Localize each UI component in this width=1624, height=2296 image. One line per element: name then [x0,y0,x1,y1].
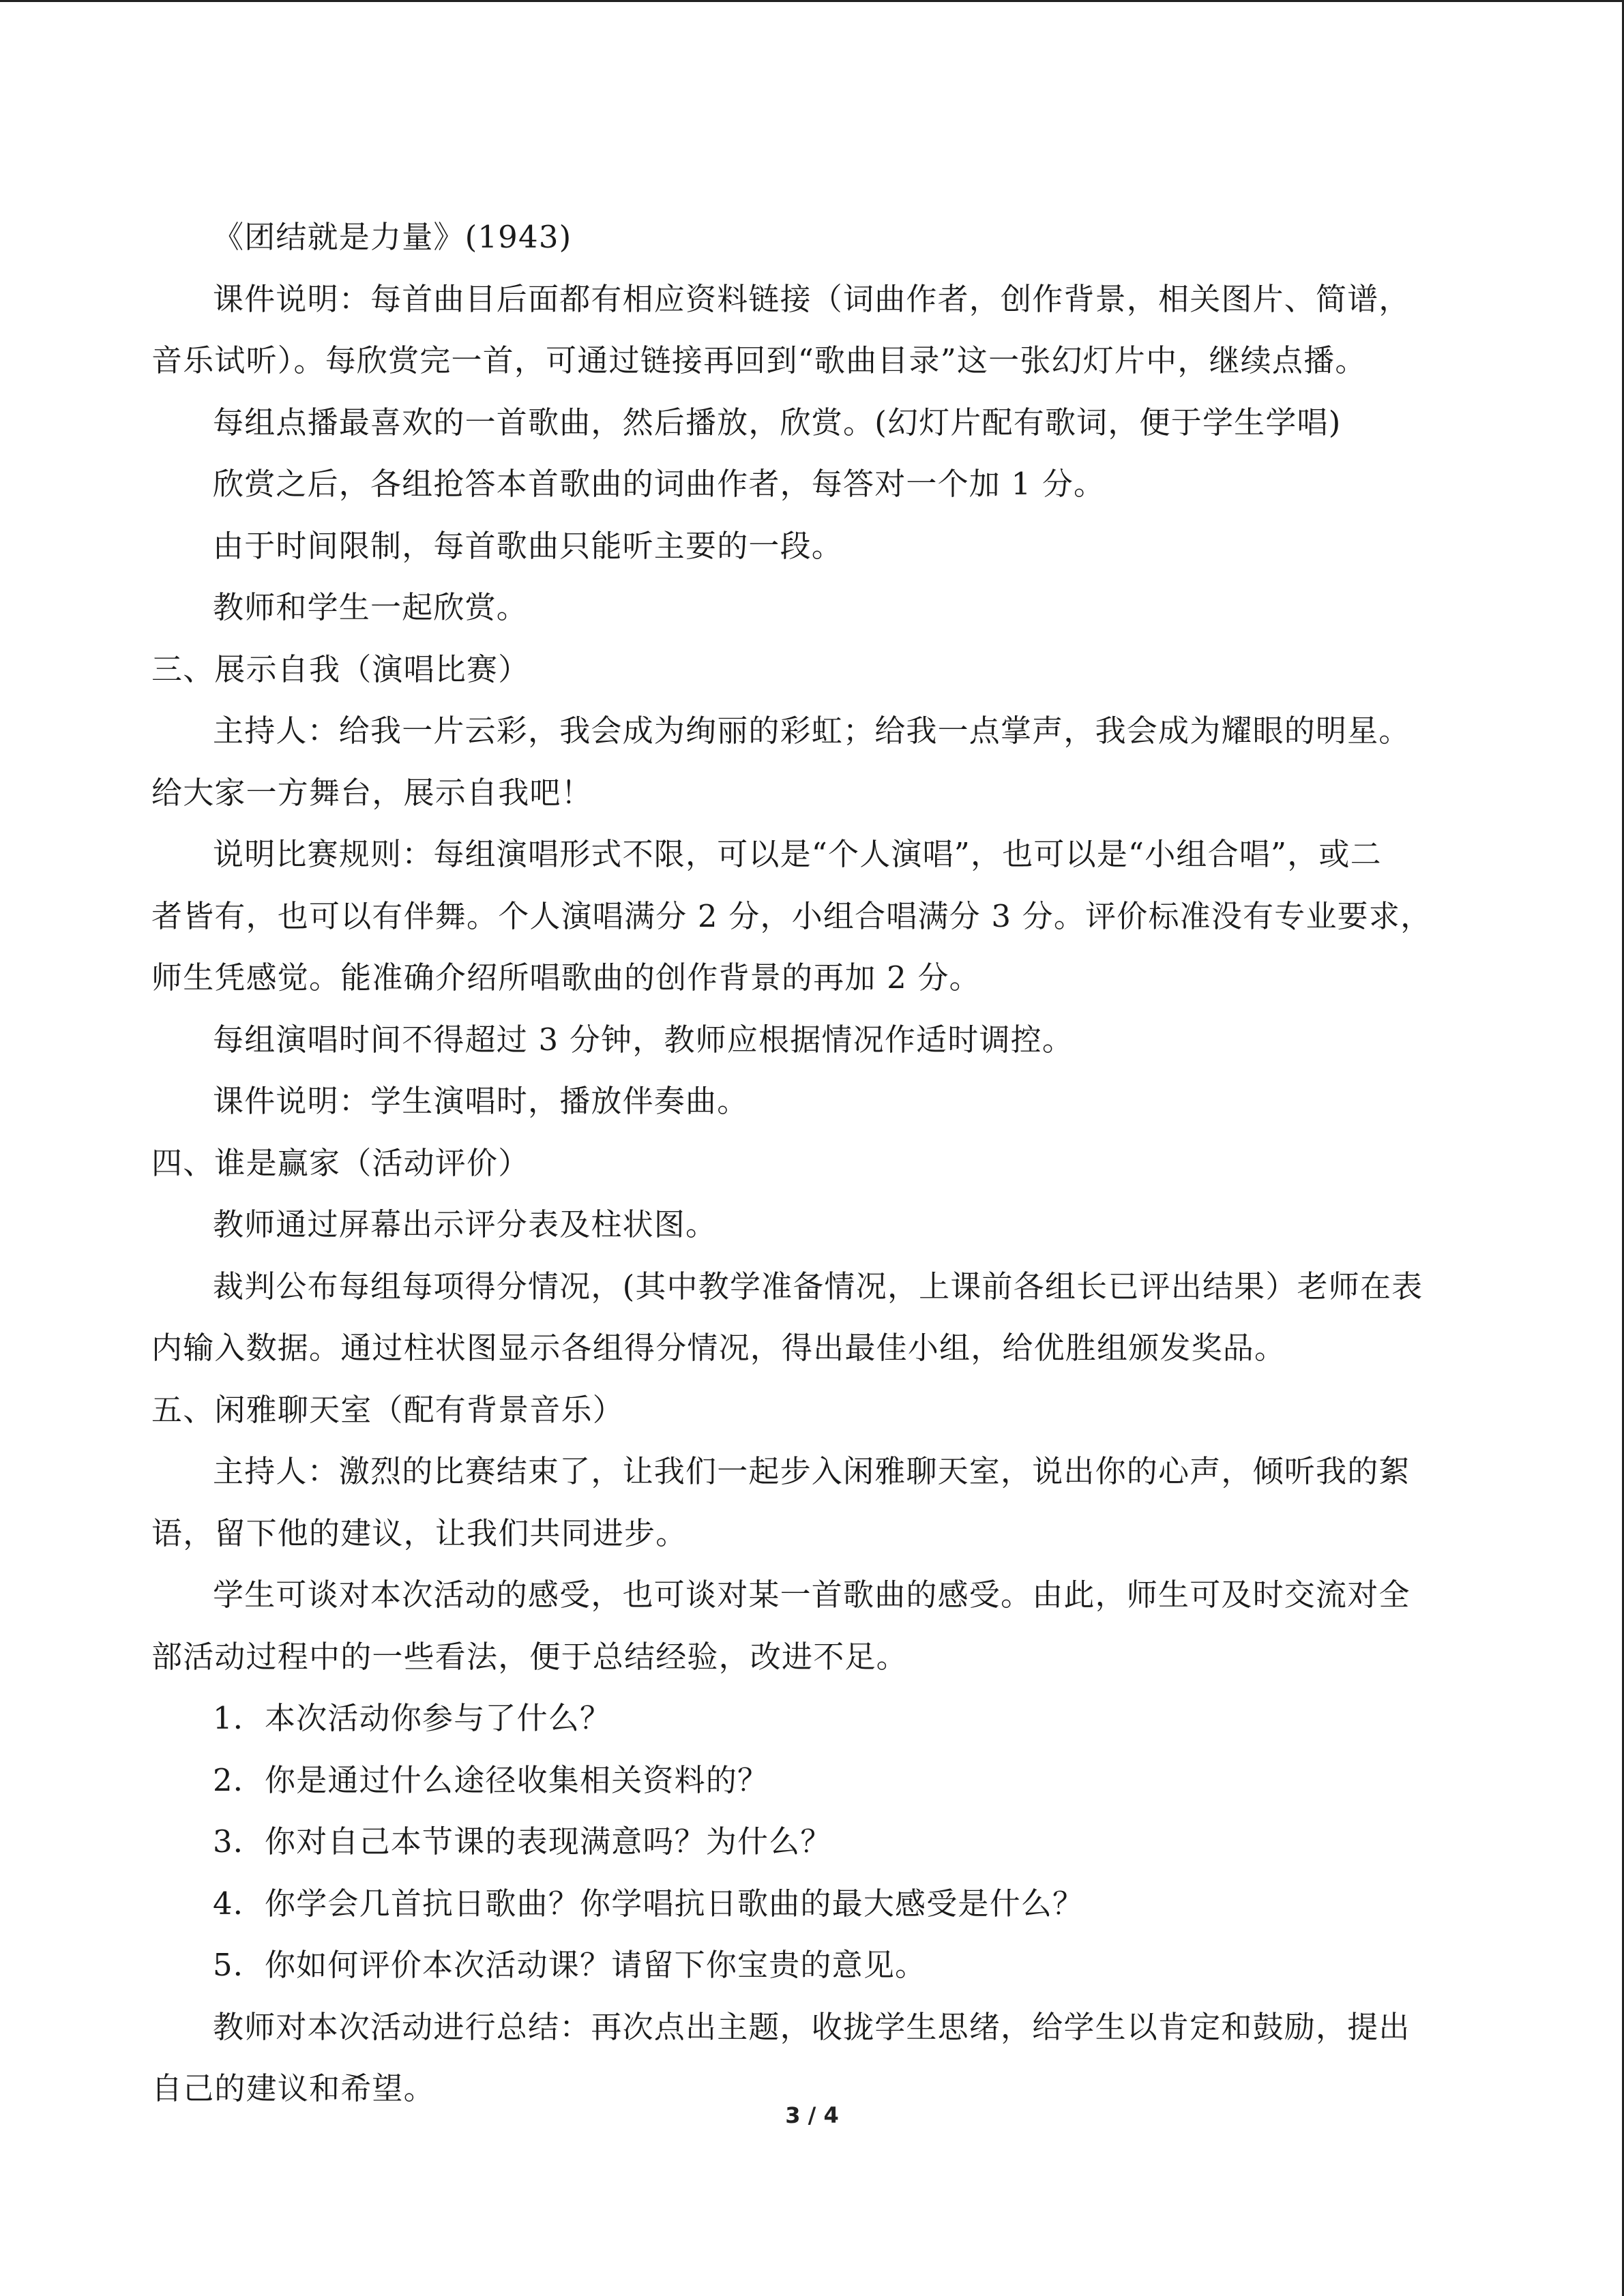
paragraph-line: 由于时间限制，每首歌曲只能听主要的一段。 [213,527,844,564]
paragraph-line: 学生可谈对本次活动的感受，也可谈对某一首歌曲的感受。由此，师生可及时交流对全 [213,1577,1411,1613]
document-body [151,207,1468,2120]
paragraph-line: 课件说明：学生演唱时，播放伴奏曲。 [213,1083,749,1119]
question-item: 1．本次活动你参与了什么？ [213,1700,612,1736]
paragraph-line: 教师对本次活动进行总结：再次点出主题，收拢学生思绪，给学生以肯定和鼓励，提出 [213,2008,1411,2045]
paragraph-line: 音乐试听）。每欣赏完一首，可通过链接再回到“歌曲目录”这一张幻灯片中，继续点播。 [151,342,1367,378]
paragraph-line: 自己的建议和希望。 [151,2070,435,2106]
question-item: 4．你学会几首抗日歌曲？你学唱抗日歌曲的最大感受是什么？ [213,1885,1084,1922]
question-item: 3．你对自己本节课的表现满意吗？为什么？ [213,1823,832,1860]
section-heading: 三、展示自我（演唱比赛） [151,651,530,687]
paragraph-line: 给大家一方舞台，展示自我吧！ [151,774,593,811]
paragraph-line: 裁判公布每组每项得分情况，(其中教学准备情况，上课前各组长已评出结果）老师在表 [213,1268,1423,1304]
section-heading: 五、闲雅聊天室（配有背景音乐） [151,1391,625,1428]
paragraph-line: 教师和学生一起欣赏。 [213,589,529,625]
paragraph-line: 主持人：激烈的比赛结束了，让我们一起步入闲雅聊天室，说出你的心声，倾听我的絮 [213,1453,1411,1489]
paragraph-line: 教师通过屏幕出示评分表及柱状图。 [213,1206,718,1242]
paragraph-line: 者皆有，也可以有伴舞。个人演唱满分 2 分，小组合唱满分 3 分。评价标准没有专业要求， [151,897,1432,934]
paragraph-line: 主持人：给我一片云彩，我会成为绚丽的彩虹；给我一点掌声，我会成为耀眼的明星。 [213,713,1411,749]
question-item: 2．你是通过什么途径收集相关资料的？ [213,1761,769,1798]
paragraph-line: 说明比赛规则：每组演唱形式不限，可以是“个人演唱”，也可以是“小组合唱”，或二 [213,836,1382,872]
paragraph-line: 内输入数据。通过柱状图显示各组得分情况，得出最佳小组，给优胜组颁发奖品。 [151,1330,1286,1366]
question-item: 5．你如何评价本次活动课？请留下你宝贵的意见。 [213,1947,927,1983]
page-number: 3 / 4 [785,2102,839,2128]
paragraph-line: 师生凭感觉。能准确介绍所唱歌曲的创作背景的再加 2 分。 [151,959,981,996]
section-heading: 四、谁是赢家（活动评价） [151,1144,530,1181]
paragraph-line: 欣赏之后，各组抢答本首歌曲的词曲作者，每答对一个加 1 分。 [213,466,1106,502]
paragraph-line: 部活动过程中的一些看法，便于总结经验，改进不足。 [151,1638,908,1675]
paragraph-line: 课件说明：每首曲目后面都有相应资料链接（词曲作者，创作背景，相关图片、简谱， [213,280,1411,317]
paragraph-line: 每组点播最喜欢的一首歌曲，然后播放，欣赏。(幻灯片配有歌词，便于学生学唱) [213,404,1342,441]
song-title-line: 《团结就是力量》(1943) [213,219,572,255]
paragraph-line: 语，留下他的建议，让我们共同进步。 [151,1515,688,1551]
paragraph-line: 每组演唱时间不得超过 3 分钟，教师应根据情况作适时调控。 [213,1021,1074,1058]
